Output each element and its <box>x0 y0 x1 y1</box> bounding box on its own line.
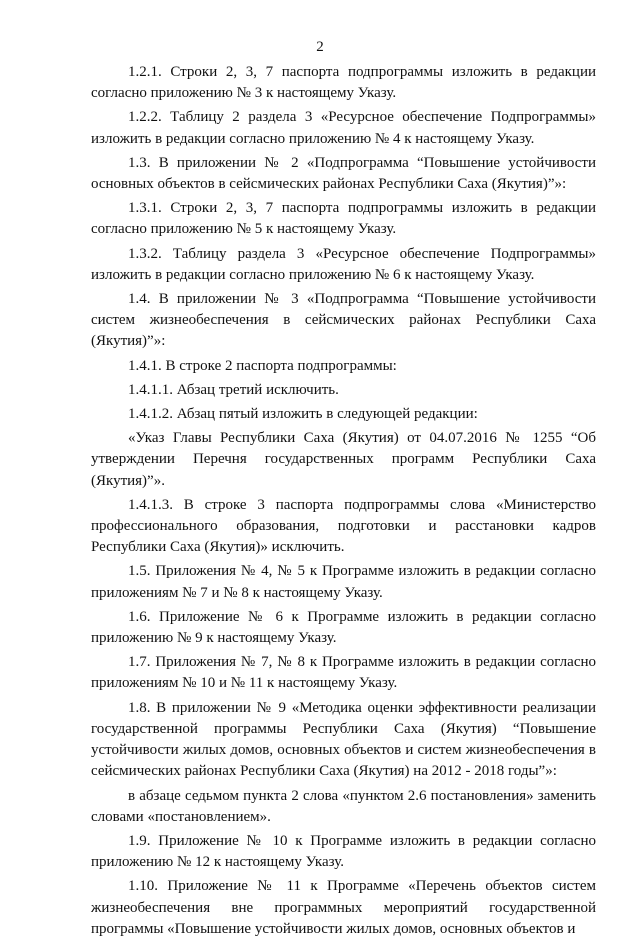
paragraph-1-8-amendment: в абзаце седьмом пункта 2 слова «пунктом 2.6 постановления» заменить словами «постановлением». <box>91 787 596 825</box>
paragraph-1-3: 1.3. В приложении № 2 «Подпрограмма “Повышение устойчивости основных объектов в сейсмических районах Республики Саха (Якутия)”»: <box>91 154 596 193</box>
paragraph-1-5: 1.5. Приложения № 4, № 5 к Программе изложить в редакции согласно приложениям № 7 и № 8 к настоящему Указу. <box>91 563 596 601</box>
paragraph-1-4-1-2: 1.4.1.2. Абзац пятый изложить в следующей редакции: <box>128 406 478 423</box>
paragraph-1-6: 1.6. Приложение № 6 к Программе изложить в редакции согласно приложению № 9 к настоящему Указу. <box>91 608 596 647</box>
paragraph-1-3-1: 1.3.1. Строки 2, 3, 7 паспорта подпрограммы изложить в редакции согласно приложению № 5 к настоящему Указу. <box>91 200 596 238</box>
page-number: 2 <box>316 39 324 55</box>
paragraph-1-8: 1.8. В приложении № 9 «Методика оценки эффективности реализации государственной программы Республики Саха (Якутия) “Повышение устойчивости жилых домов, основных объектов и систем жизнеобеспечения в сейсмических районах Республики Саха (Якутия) на 2012 - 2018 годы”»: <box>91 699 596 780</box>
paragraph-1-9: 1.9. Приложение № 10 к Программе изложить в редакции согласно приложению № 12 к настоящему Указу. <box>91 832 596 871</box>
document-body <box>91 62 596 940</box>
paragraph-1-2-2: 1.2.2. Таблицу 2 раздела 3 «Ресурсное обеспечение Подпрограммы» изложить в редакции согласно приложению № 4 к настоящему Указу. <box>91 109 596 147</box>
paragraph-1-4-1: 1.4.1. В строке 2 паспорта подпрограммы: <box>128 357 397 374</box>
paragraph-1-4-1-3: 1.4.1.3. В строке 3 паспорта подпрограммы слова «Министерство профессионального образования, подготовки и расстановки кадров Республики Саха (Якутия)» исключить. <box>91 496 596 556</box>
paragraph-1-2-1: 1.2.1. Строки 2, 3, 7 паспорта подпрограммы изложить в редакции согласно приложению № 3 к настоящему Указу. <box>91 64 596 102</box>
paragraph-1-4: 1.4. В приложении № 3 «Подпрограмма “Повышение устойчивости систем жизнеобеспечения в сейсмических районах Республики Саха (Якутия)”»: <box>91 291 596 350</box>
paragraph-1-3-2: 1.3.2. Таблицу раздела 3 «Ресурсное обеспечение Подпрограммы» изложить в редакции согласно приложению № 6 к настоящему Указу. <box>91 245 596 283</box>
paragraph-1-10: 1.10. Приложение № 11 к Программе «Перечень объектов систем жизнеобеспечения вне программных мероприятий государственной программы «Повышение устойчивости жилых домов, основных объектов и <box>91 878 596 937</box>
paragraph-1-4-1-1: 1.4.1.1. Абзац третий исключить. <box>128 381 339 398</box>
paragraph-quoted-decree: «Указ Главы Республики Саха (Якутия) от 04.07.2016 № 1255 “Об утверждении Перечня государственных программ Республики Саха (Якутия)”». <box>91 430 596 489</box>
paragraph-1-7: 1.7. Приложения № 7, № 8 к Программе изложить в редакции согласно приложениям № 10 и № 11 к настоящему Указу. <box>91 654 596 692</box>
